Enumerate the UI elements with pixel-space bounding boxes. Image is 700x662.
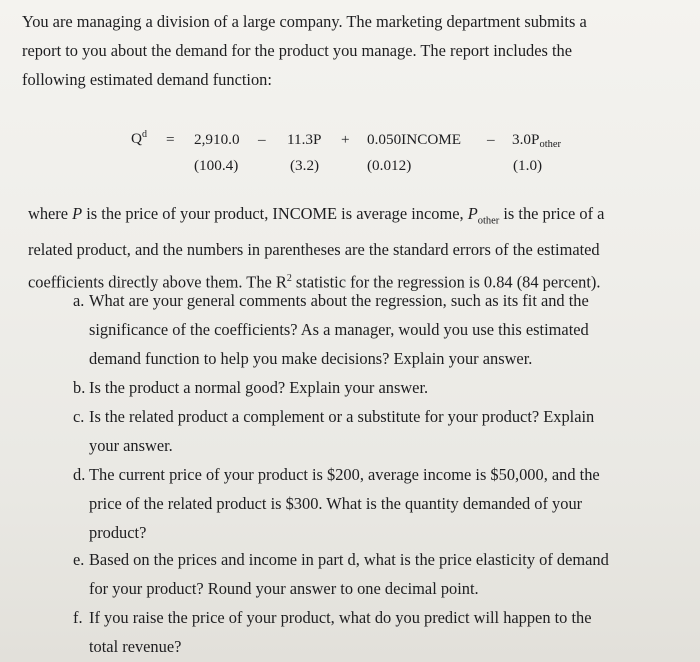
question-text: product? [89,523,147,542]
eq-const: 2,910.0 [194,131,240,148]
question-label: a. [73,291,85,310]
explanation-line: related product, and the numbers in parentheses are the standard errors of the estimated [28,240,600,260]
question-text: The current price of your product is $200, average income is $50,000, and the [89,465,600,484]
question-text: Is the product a normal good? Explain your answer. [89,378,429,397]
question-label: e. [73,550,85,569]
question-label: d. [73,465,86,484]
intro-paragraph [22,7,682,94]
question-text: Is the related product a complement or a substitute for your product? Explain [89,407,595,426]
eq-equals: = [166,131,175,148]
question-text: significance of the coefficients? As a manager, would you use this estimated [89,320,589,339]
explanation-paragraph [28,199,688,297]
question-text: What are your general comments about the regression, such as its fit and the [89,291,589,310]
eq-se-other: (1.0) [513,157,543,174]
intro-line: report to you about the demand for the product you manage. The report includes the [22,41,572,60]
question-label: c. [73,407,85,426]
explanation-line: coefficients directly above them. The $R^2$ statistic for the regression is 0.84 (84 percent). [28,272,601,292]
question-text: your answer. [89,436,173,455]
question-label: f. [73,608,83,627]
eq-op-minus: – [258,131,266,148]
eq-se-income: (0.012) [367,157,412,174]
question-text: Based on the prices and income in part d, what is the price elasticity of demand [89,550,609,569]
intro-line: You are managing a division of a large company. The marketing department submits a [22,12,587,31]
question-text: price of the related product is $300. What is the quantity demanded of your [89,494,583,513]
question-text: If you raise the price of your product, what do you predict will happen to the [89,608,592,627]
eq-se-const: (100.4) [194,157,239,174]
eq-op-minus: – [487,131,495,148]
question-text: total revenue? [89,637,182,656]
question-text: demand function to help you make decisions? Explain your answer. [89,349,533,368]
eq-coef-p: 11.3P [287,131,322,148]
eq-coef-income: 0.050INCOME [367,131,462,148]
eq-coef-other: $3.0P_{other}$ [512,131,562,150]
explanation-line: where P is the price of your product, INCOME is average income, $P_{other}$ is the price of a [28,204,605,227]
eq-se-p: (3.2) [290,157,320,174]
question-label: b. [73,378,86,397]
question-text: for your product? Round your answer to one decimal point. [89,579,479,598]
eq-lhs: $Q^d$ [131,129,147,147]
eq-op-plus: + [341,131,350,148]
intro-line: following estimated demand function: [22,70,272,89]
